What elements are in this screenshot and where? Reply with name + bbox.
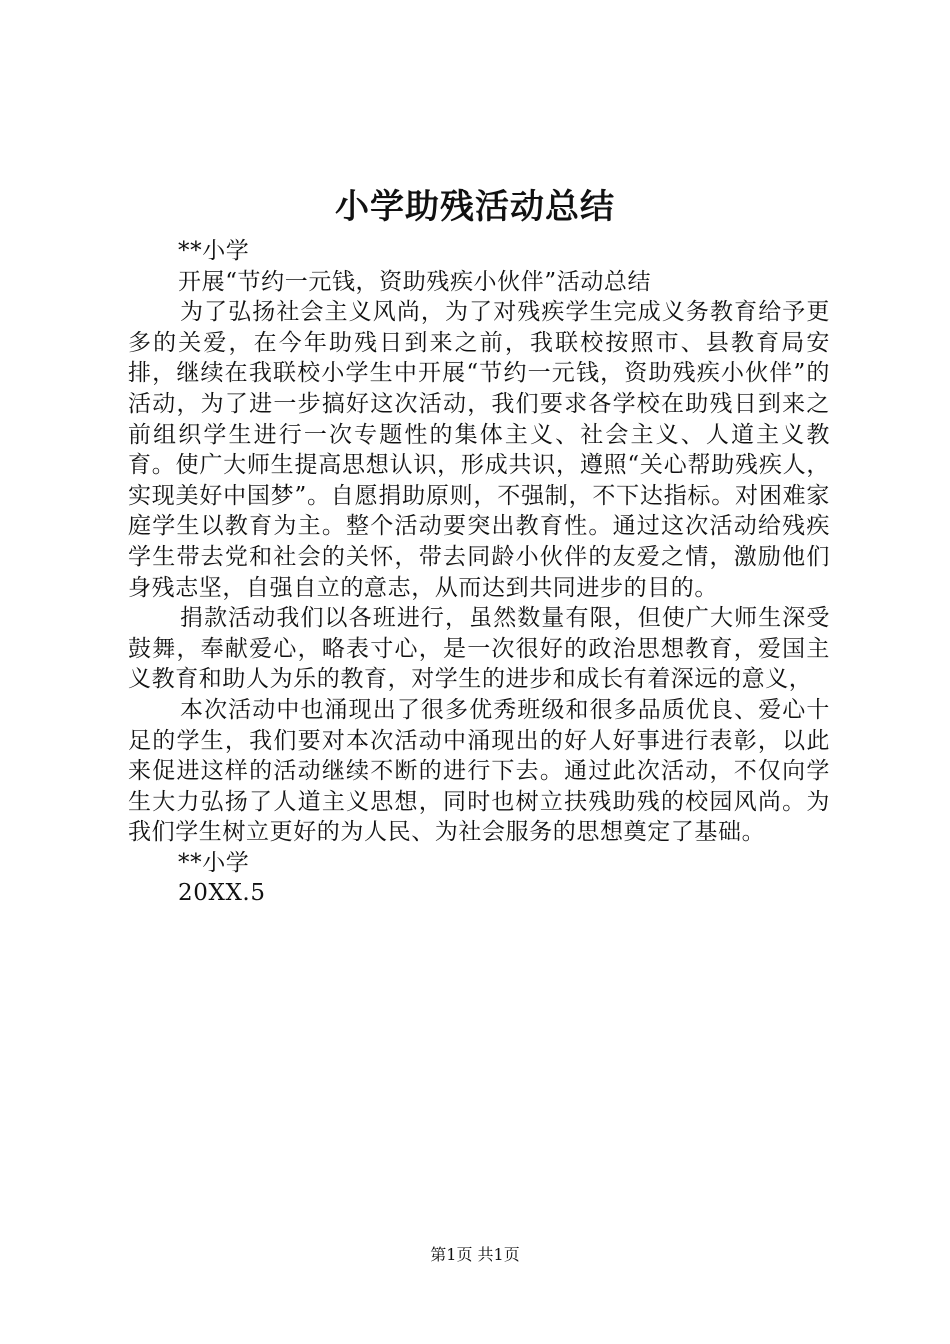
school-header: **小学	[178, 238, 250, 264]
document-body	[128, 236, 830, 909]
document-title: 小学助残活动总结	[335, 187, 615, 227]
body-paragraph-3: 本次活动中也涌现出了很多优秀班级和很多品质优良、爱心十足的学生，我们要对本次活动中涌现出的好人好事进行表彰，以此来促进这样的活动继续不断的进行下去。通过此次活动，不仅向学生大力弘扬了人道主义思想，同时也树立扶残助残的校园风尚。为我们学生树立更好的为人民、为社会服务的思想奠定了基础。	[128, 696, 830, 846]
document-subtitle: 开展“节约一元钱，资助残疾小伙伴”活动总结	[178, 268, 652, 295]
signature: **小学	[178, 849, 250, 876]
document-date: 20XX.5	[178, 880, 266, 907]
body-paragraph-1: 为了弘扬社会主义风尚，为了对残疾学生完成义务教育给予更多的关爱，在今年助残日到来之前，我联校按照市、县教育局安排，继续在我联校小学生中开展“节约一元钱，资助残疾小伙伴”的活动，为了进一步搞好这次活动，我们要求各学校在助残日到来之前组织学生进行一次专题性的集体主义、社会主义、人道主义教育。使广大师生提高思想认识，形成共识，遵照“关心帮助残疾人，实现美好中国梦”。自愿捐助原则，不强制，不下达指标。对困难家庭学生以教育为主。整个活动要突出教育性。通过这次活动给残疾学生带去党和社会的关怀，带去同龄小伙伴的友爱之情，激励他们身残志坚，自强自立的意志，从而达到共同进步的目的。	[128, 299, 830, 601]
body-paragraph-2: 捐款活动我们以各班进行，虽然数量有限，但使广大师生深受鼓舞，奉献爱心，略表寸心，是一次很好的政治思想教育，爱国主义教育和助人为乐的教育，对学生的进步和成长有着深远的意义，	[128, 605, 830, 693]
page-footer: 第1页 共1页	[430, 1245, 520, 1264]
